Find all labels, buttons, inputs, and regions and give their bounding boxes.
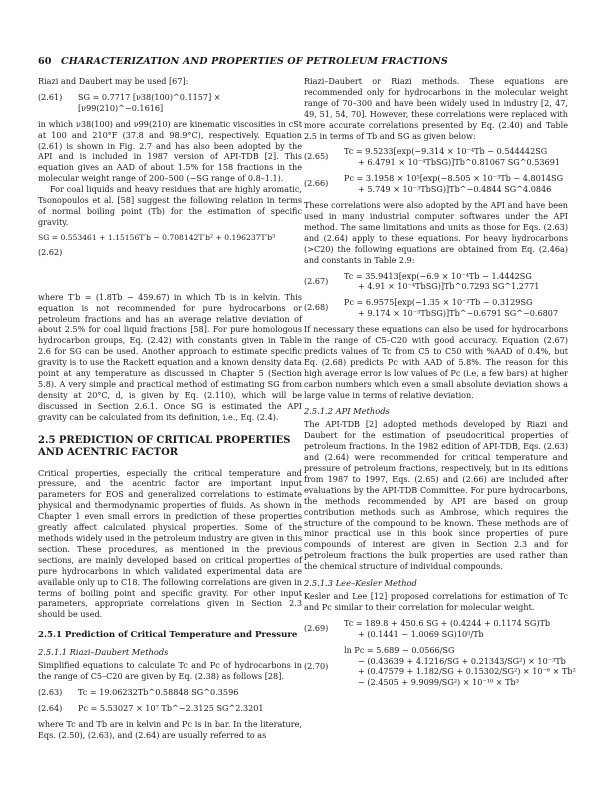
running-header — [38, 56, 448, 67]
paragraph: Kesler and Lee [12] proposed correlations for estimation of Tc and Pc similar to their correlation for molecular weight. — [304, 590, 568, 612]
equation-2-63 — [38, 687, 302, 698]
subsubsection-heading: 2.5.1.3 Lee–Kesler Method — [304, 578, 417, 589]
page-number: 60 — [38, 56, 52, 67]
equation-line: + (0.47579 + 1.182/SG + 0.15302/SG²) × 10⁻⁶ × Tb² — [358, 666, 576, 677]
equation-body: Pc = 5.53027 × 10⁷ Tb^−2.3125 SG^2.3201 — [78, 702, 264, 713]
equation-body — [344, 645, 576, 689]
equation-2-66 — [304, 173, 568, 195]
paragraph: in which ν38(100) and ν99(210) are kinematic viscosities in cSt at 100 and 210°F (37.8 and 98.9°C), respectively. Equation (2.61) is shown in Fig. 2.7 and has also been adopted by the API and is included in 1987 version of API-TDB [2]. This equation gives an AAD of about 1.5% for 158 fractions in the molecular weight range of 200–500 (~SG range of 0.8–1.1). — [38, 118, 302, 184]
equation-number: (2.67) — [304, 275, 329, 286]
equation-line: − (0.43639 + 4.1216/SG + 0.21343/SG²) × 10⁻³Tb — [358, 655, 566, 666]
equation-number: (2.64) — [38, 702, 63, 713]
equation-line: ln Pc = 5.689 − 0.0566/SG — [344, 644, 455, 655]
equation-body — [344, 271, 568, 293]
equation-number: (2.66) — [304, 178, 329, 189]
equation-number: (2.63) — [38, 686, 63, 697]
equation-line: + 9.174 × 10⁻³TbSG)]Tb^−0.6791 SG^−0.6807 — [358, 308, 559, 319]
section-heading: 2.5 PREDICTION OF CRITICAL PROPERTIES AND ACENTRIC FACTOR — [38, 434, 291, 459]
equation-body — [344, 146, 568, 168]
equation-body: SG = 0.7717 [ν38(100)^0.1157] × [ν99(210)^−0.1616] — [78, 91, 221, 113]
equation-line: + 6.4791 × 10⁻⁴TbSG)]Tb^0.81067 SG^0.53691 — [358, 157, 560, 168]
paragraph: Critical properties, especially the critical temperature and pressure, and the acentric factor are important input parameters for EOS and generalized correlations to estimate physical and thermodynamic properties of fluids. As shown in Chapter 1 even small errors in prediction of these properties greatly affect calculated physical properties. Some of the methods widely used in the petroleum industry are given in this section. These procedures, as mentioned in the previous sections, are mainly developed based on critical properties of pure hydrocarbons in which validated experimental data are available only up to C18. The following correlations are given in terms of boiling point and specific gravity. For other input parameters, appropriate correlations given in Section 2.3 should be used. — [38, 467, 302, 620]
paragraph: These correlations were also adopted by the API and have been used in many industrial computer softwares under the API method. The same limitations and units as those for Eqs. (2.63) and (2.64) apply to these equations. For heavy hydrocarbons (>C20) the following equations are obtained from Eq. (2.46a) and constants in Table 2.9: — [304, 200, 568, 265]
equation-number: (2.61) — [38, 91, 63, 102]
equation-body — [344, 297, 568, 319]
equation-2-69 — [304, 618, 568, 640]
equation-number: (2.70) — [304, 660, 329, 671]
equation-line: Tc = 9.5233[exp(−9.314 × 10⁻⁴Tb − 0.544442SG — [344, 146, 548, 157]
equation-number: (2.68) — [304, 302, 329, 313]
equation-2-62 — [38, 233, 302, 287]
equation-number: (2.62) — [38, 246, 63, 257]
right-column — [304, 76, 576, 693]
equation-2-65 — [304, 146, 568, 168]
equation-2-64 — [38, 703, 302, 714]
equation-number: (2.65) — [304, 151, 329, 162]
equation-2-68 — [304, 297, 568, 319]
equation-line: + (0.1441 − 1.0069 SG)10⁵/Tb — [358, 628, 484, 639]
running-title: CHARACTERIZATION AND PROPERTIES OF PETROLEUM FRACTIONS — [61, 56, 448, 67]
equation-line: − (2.4505 + 9.9099/SG²) × 10⁻¹⁰ × Tb³ — [358, 677, 519, 688]
equation-2-67 — [304, 271, 568, 293]
equation-body — [344, 618, 568, 640]
equation-line: + 4.91 × 10⁻⁴TbSG)]Tb^0.7293 SG^1.2771 — [358, 281, 540, 292]
left-column — [38, 76, 302, 741]
equation-line: Tc = 189.8 + 450.6 SG + (0.4244 + 0.1174 SG)Tb — [344, 617, 551, 628]
equation-line: + 5.749 × 10⁻³TbSG)]Tb^−0.4844 SG^4.0846 — [358, 184, 552, 195]
equation-body: Tc = 19.06232Tb^0.58848 SG^0.3596 — [78, 686, 239, 697]
paragraph: If necessary these equations can also be used for hydrocarbons in the range of C5–C20 with good accuracy. Equation (2.67) predicts values of Tc from C5 to C50 with %AAD of 0.4%, but Eq. (2.68) predicts Pc with AAD of 5.8%. The reason for this high average error is low values of Pc (i.e, a few bars) at higher carbon numbers which even a small absolute deviation shows a large value in terms of relative deviation. — [304, 324, 568, 400]
paragraph: where Tc and Tb are in kelvin and Pc is in bar. In the literature, Eqs. (2.50), (2.63), and (2.64) are usually referred to as — [38, 718, 302, 740]
equation-2-70 — [304, 644, 576, 689]
equation-number: (2.69) — [304, 622, 329, 633]
equation-line: Pc = 3.1958 × 10⁵[exp(−8.505 × 10⁻³Tb − 4.8014SG — [344, 173, 564, 184]
paragraph: The API-TDB [2] adopted methods developed by Riazi and Daubert for the estimation of pseudocritical properties of petroleum fractions. In the 1982 edition of API-TDB, Eqs. (2.63) and (2.64) were recommended for critical temperature and pressure of petroleum fractions, respectively, but in its editions from 1987 to 1997, Eqs. (2.65) and (2.66) are included after evaluations by the API-TDB Committee. For pure hydrocarbons, the methods recommended by API are based on group contribution methods such as Ambrose, which requires the structure of the compound to be known. These methods are of minor practical use in this book since properties of pure compounds of interest are given in Section 2.3 and for petroleum fractions the bulk properties are used rather than the chemical structure of individual compounds. — [304, 419, 568, 572]
equation-body: SG = 0.553461 + 1.15156T′b − 0.708142T′b² + 0.196237T′b³ — [38, 232, 276, 242]
equation-line: Pc = 6.9575[exp(−1.35 × 10⁻²Tb − 0.3129SG — [344, 297, 533, 308]
equation-2-61 — [38, 92, 302, 114]
paragraph: Riazi and Daubert may be used [67]: — [38, 76, 189, 86]
equation-body — [344, 173, 568, 195]
subsection-heading: 2.5.1 Prediction of Critical Temperature and Pressure — [38, 630, 298, 641]
paragraph: Simplified equations to calculate Tc and Pc of hydrocarbons in the range of C5–C20 are given by Eq. (2.38) as follows [28]. — [38, 660, 302, 682]
paragraph: For coal liquids and heavy residues that are highly aromatic, Tsonopoulos et al. [58] suggest the following relation in terms of normal boiling point (Tb) for the estimation of specific gravity. — [38, 184, 302, 227]
paragraph: Riazi–Daubert or Riazi methods. These equations are recommended only for hydrocarbons in the molecular weight range of 70–300 and have been widely used in industry [2, 47, 49, 51, 54, 70]. However, these correlations were replaced with more accurate correlations presented by Eq. (2.40) and Table 2.5 in terms of Tb and SG as given below: — [304, 76, 568, 141]
subsubsection-heading: 2.5.1.2 API Methods — [304, 406, 390, 417]
subsubsection-heading: 2.5.1.1 Riazi–Daubert Methods — [38, 647, 169, 658]
equation-line: Tc = 35.9413[exp(−6.9 × 10⁻⁴Tb − 1.4442SG — [344, 270, 532, 281]
paragraph: where T′b = (1.8Tb − 459.67) in which Tb is in kelvin. This equation is not recommended for pure hydrocarbons or petroleum fractions and has an average relative deviation of about 2.5% for coal liquid fractions [58]. For pure homologous hydrocarbon groups, Eq. (2.42) with constants given in Table 2.6 for SG can be used. Another approach to estimate specific gravity is to use the Rackett equation and a known density data point at any temperature as discussed in Chapter 5 (Section 5.8). A very simple and practical method of estimating SG from density at 20°C, d, is given by Eq. (2.110), which will be discussed in Section 2.6.1. Once SG is estimated the API gravity can be calculated from its definition, i.e., Eq. (2.4). — [38, 291, 302, 422]
